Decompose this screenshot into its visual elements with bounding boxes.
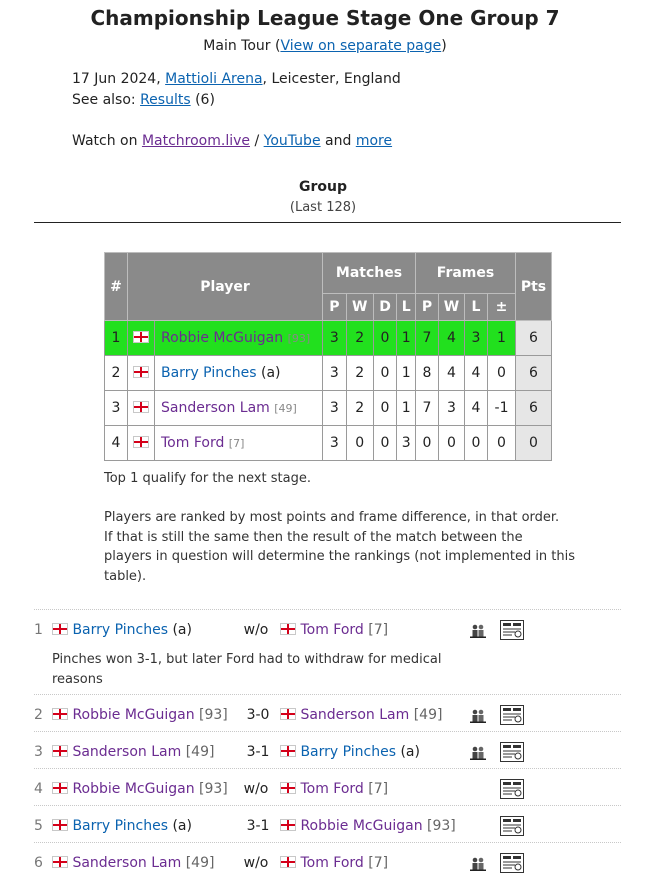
stat-cell: -1 [488,391,516,426]
seed: (a) [261,365,281,381]
player-link[interactable]: Robbie McGuigan [72,707,195,723]
player-link[interactable]: Tom Ford [300,622,364,638]
ranking-note: Players are ranked by most points and frame difference, in that order. If that is still the same then the result of the match between the players in question will determine the rankings (not implemented in this table). [104,510,576,584]
flag-cell [128,391,155,426]
standings-table [104,252,552,461]
youtube-link[interactable]: YouTube [263,133,321,149]
stat-cell: 4 [439,356,465,391]
watch-line: Watch on Matchroom.live / YouTube and more [72,133,393,149]
col-header: W [346,294,373,321]
seed: [49] [185,855,215,871]
stat-cell: 4 [465,356,488,391]
player-one [52,781,228,797]
stat-cell: 0 [373,391,397,426]
stat-cell: 4 [465,391,488,426]
player-link[interactable]: Barry Pinches [161,365,257,381]
player-link[interactable]: Barry Pinches [72,622,169,638]
results-link[interactable]: Results [140,92,191,108]
match-number: 4 [34,781,43,797]
england-flag-icon [280,782,296,794]
pts-cell: 6 [516,391,552,426]
col-header: P [323,294,347,321]
pos-cell: 2 [105,356,128,391]
tour-line: Main Tour (View on separate page) [203,38,447,54]
stat-cell: 0 [373,321,397,356]
pts-cell: 6 [516,356,552,391]
player-link[interactable]: Robbie McGuigan [72,781,195,797]
stat-cell: 0 [488,356,516,391]
player-link[interactable]: Tom Ford [300,781,364,797]
stat-cell: 3 [323,356,347,391]
player-link[interactable]: Robbie McGuigan [300,818,423,834]
match-row [34,731,621,769]
match-number: 5 [34,818,43,834]
player-link[interactable]: Tom Ford [161,435,225,451]
match-number: 1 [34,622,43,638]
frame-scores-icon[interactable] [500,742,524,762]
seed: (a) [172,622,192,638]
qualify-note: Top 1 qualify for the next stage. [104,471,311,486]
stat-cell: 8 [416,356,439,391]
stat-cell: 3 [323,321,347,356]
player-link[interactable]: Tom Ford [300,855,364,871]
match-number: 2 [34,707,43,723]
pos-cell: 1 [105,321,128,356]
player-cell [155,356,323,391]
frame-scores-icon[interactable] [500,816,524,836]
flag-cell [128,356,155,391]
frame-scores-icon[interactable] [500,853,524,873]
frame-scores-icon[interactable] [500,779,524,799]
venue-link[interactable]: Mattioli Arena [165,71,263,87]
frames-header: Frames [416,253,516,294]
col-header: L [465,294,488,321]
player-one [52,818,192,834]
stat-cell: 0 [416,426,439,461]
match-number: 6 [34,855,43,871]
stat-cell: 7 [416,391,439,426]
stat-cell: 2 [346,391,373,426]
group-heading: Group [298,179,347,195]
head-to-head-icon[interactable] [470,709,486,723]
stat-cell: 4 [439,321,465,356]
head-to-head-icon[interactable] [470,624,486,638]
player-two [280,781,388,797]
seed: [93] [199,781,228,797]
table-row [105,321,552,356]
pts-cell: 6 [516,321,552,356]
england-flag-icon [280,856,296,868]
pos-cell: 4 [105,426,128,461]
match-score: 3-1 [246,818,270,834]
frame-scores-icon[interactable] [500,620,524,640]
stat-cell: 0 [373,356,397,391]
player-link[interactable]: Sanderson Lam [72,855,182,871]
seed: [49] [274,402,297,415]
frame-scores-icon[interactable] [500,705,524,725]
england-flag-icon [52,745,68,757]
col-header: D [373,294,397,321]
stat-cell: 1 [488,321,516,356]
divider [34,222,621,223]
player-cell [155,321,323,356]
england-flag-icon [280,623,296,635]
match-score: w/o [243,781,269,797]
seed: [93] [199,707,228,723]
seed: [7] [368,622,389,638]
round-label: (Last 128) [289,200,357,215]
stat-cell: 3 [323,391,347,426]
stat-cell: 1 [397,391,416,426]
player-one [52,855,214,871]
stat-cell: 0 [465,426,488,461]
matchroom-link[interactable]: Matchroom.live [141,133,250,149]
date-venue: 17 Jun 2024, Mattioli Arena, Leicester, England [72,71,401,87]
stat-cell: 0 [488,426,516,461]
flag-cell [128,426,155,461]
pts-cell: 0 [516,426,552,461]
player-one [52,707,228,723]
player-two [280,744,420,760]
match-row [34,694,621,732]
england-flag-icon [280,819,296,831]
pos-cell: 3 [105,391,128,426]
head-to-head-icon[interactable] [470,857,486,871]
stat-cell: 7 [416,321,439,356]
table-row [105,426,552,461]
player-one [52,622,192,638]
col-header: W [439,294,465,321]
separate-page-link[interactable]: View on separate page [280,38,442,54]
stat-cell: 3 [465,321,488,356]
page-title: Championship League Stage One Group 7 [90,6,560,30]
stat-cell: 0 [373,426,397,461]
stat-cell: 1 [397,321,416,356]
england-flag-icon [52,856,68,868]
player-link[interactable]: Sanderson Lam [72,744,182,760]
match-row [34,805,621,843]
more-link[interactable]: more [355,133,393,149]
match-row [34,768,621,806]
seed: [7] [228,437,245,450]
england-flag-icon [52,819,68,831]
match-score: w/o [243,622,269,638]
england-flag-icon [133,401,149,413]
matches-header: Matches [323,253,416,294]
stat-cell: 1 [397,356,416,391]
table-row [105,356,552,391]
stat-cell: 2 [346,321,373,356]
player-one [52,744,214,760]
col-header: ± [488,294,516,321]
stat-cell: 2 [346,356,373,391]
match-number: 3 [34,744,43,760]
match-comment: Pinches won 3-1, but later Ford had to withdraw for medical reasons [52,652,442,687]
england-flag-icon [133,436,149,448]
flag-cell [128,321,155,356]
player-cell [155,426,323,461]
player-two [280,855,388,871]
player-two [280,818,456,834]
seed: [49] [413,707,443,723]
seed: (a) [172,818,192,834]
col-header: L [397,294,416,321]
stat-cell: 0 [439,426,465,461]
seed: [7] [368,781,389,797]
england-flag-icon [133,366,149,378]
pts-header: Pts [516,253,552,321]
player-cell [155,391,323,426]
head-to-head-icon[interactable] [470,746,486,760]
stat-cell: 3 [323,426,347,461]
player-link[interactable]: Barry Pinches [300,744,397,760]
player-header: Player [128,253,323,321]
player-link[interactable]: Sanderson Lam [300,707,410,723]
seed: (a) [400,744,420,760]
col-header: P [416,294,439,321]
england-flag-icon [133,331,149,343]
match-score: 3-1 [246,744,270,760]
seed: [7] [368,855,389,871]
seed: [49] [185,744,215,760]
match-score: 3-0 [246,707,270,723]
player-link[interactable]: Robbie McGuigan [161,330,284,346]
england-flag-icon [52,782,68,794]
seed: [93] [287,332,311,345]
england-flag-icon [280,708,296,720]
match-score: w/o [243,855,269,871]
england-flag-icon [52,708,68,720]
player-two [280,707,442,723]
pos-header: # [105,253,128,321]
see-also: See also: Results (6) [72,92,215,108]
player-link[interactable]: Barry Pinches [72,818,169,834]
england-flag-icon [280,745,296,757]
player-link[interactable]: Sanderson Lam [161,400,270,416]
stat-cell: 0 [346,426,373,461]
match-row [34,609,621,695]
seed: [93] [427,818,456,834]
stat-cell: 3 [439,391,465,426]
england-flag-icon [52,623,68,635]
player-two [280,622,388,638]
match-row [34,842,621,881]
table-row [105,391,552,426]
stat-cell: 3 [397,426,416,461]
